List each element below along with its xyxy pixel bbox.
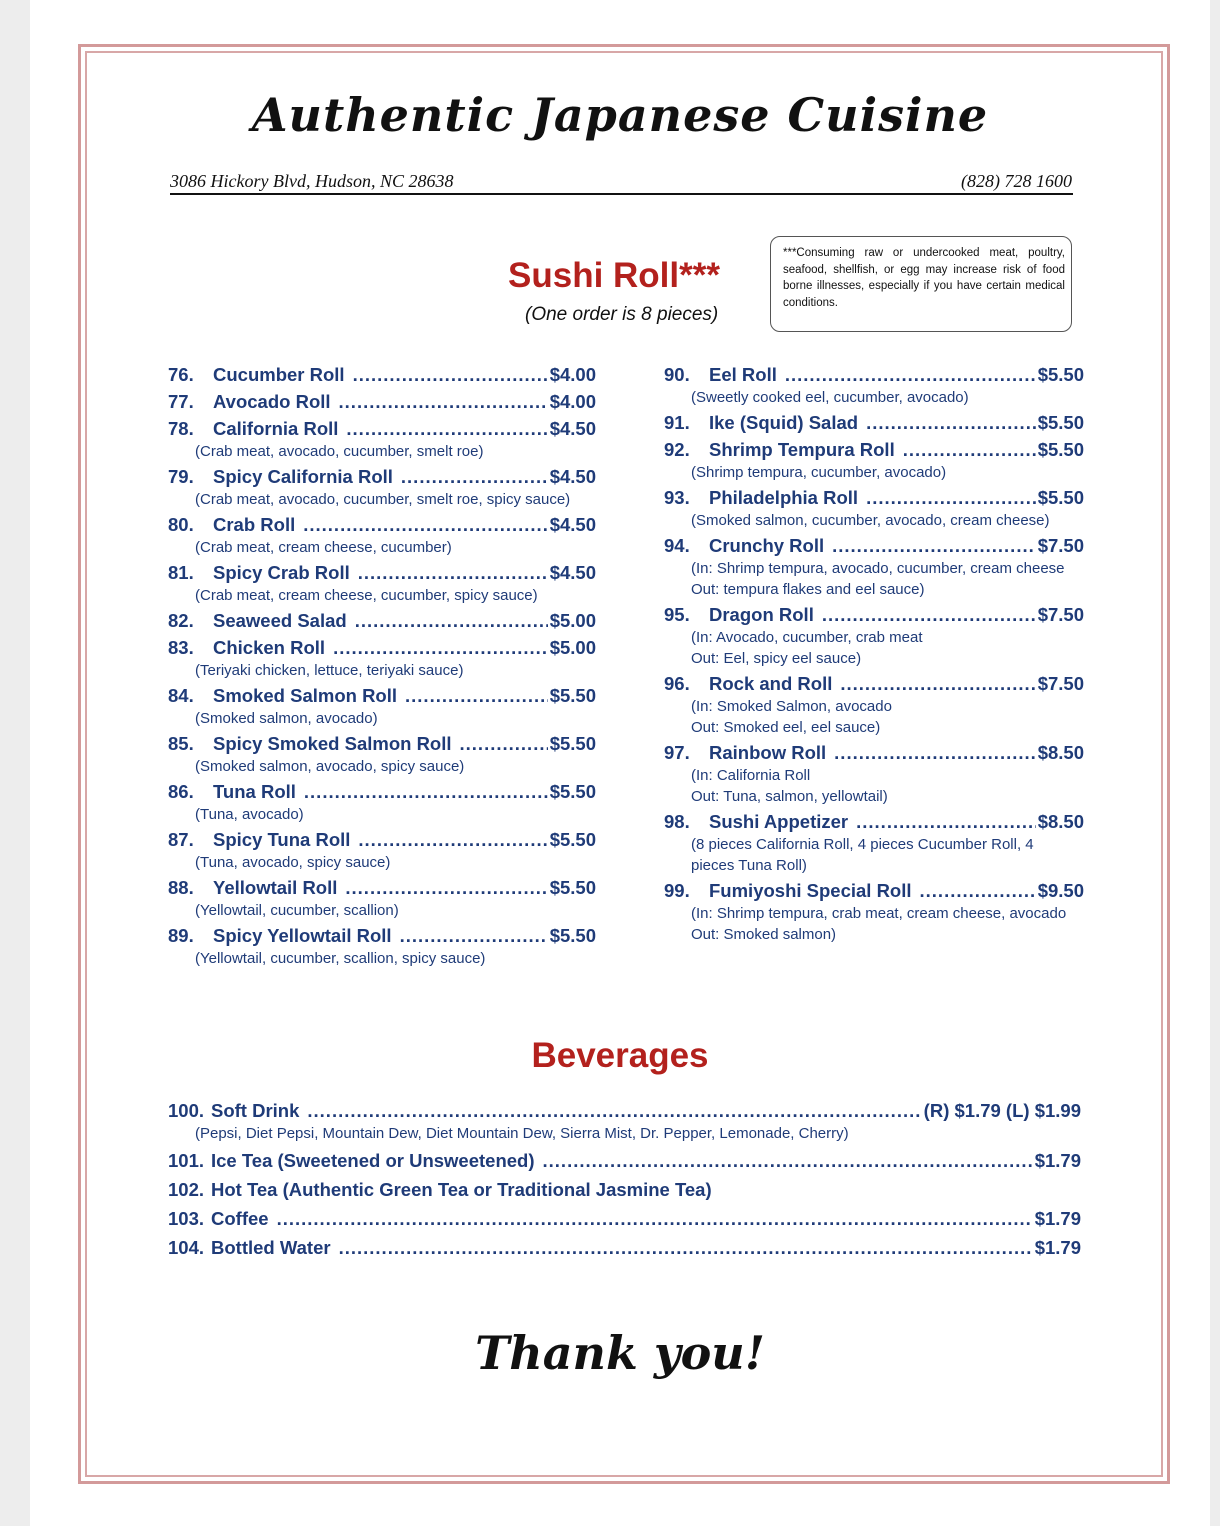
dot-leader bbox=[460, 732, 548, 756]
dot-leader bbox=[307, 1099, 921, 1123]
item-price: $7.50 bbox=[1037, 673, 1084, 694]
thank-you-text: Thank you! bbox=[475, 1326, 765, 1380]
item-price: $4.50 bbox=[549, 466, 596, 487]
item-number: 82. bbox=[168, 610, 194, 631]
menu-item bbox=[664, 879, 1084, 903]
item-number: 84. bbox=[168, 685, 194, 706]
item-description: (Smoked salmon, avocado) bbox=[195, 710, 378, 727]
item-description: (In: Avocado, cucumber, crab meat Out: Eel, spicy eel sauce) bbox=[691, 629, 923, 667]
item-number: 85. bbox=[168, 733, 194, 754]
dot-leader bbox=[346, 417, 547, 441]
item-number: 102. bbox=[168, 1179, 205, 1200]
dot-leader bbox=[358, 828, 547, 852]
item-price: $4.00 bbox=[549, 364, 596, 385]
menu-item bbox=[664, 741, 1084, 765]
item-name: California Roll bbox=[213, 418, 339, 439]
menu-item bbox=[168, 684, 596, 708]
menu-item bbox=[168, 561, 596, 585]
item-name: Tuna Roll bbox=[213, 781, 296, 802]
item-price: $5.50 bbox=[549, 781, 596, 802]
item-name: Spicy Yellowtail Roll bbox=[213, 925, 392, 946]
item-name: Sushi Appetizer bbox=[709, 811, 849, 832]
item-number: 88. bbox=[168, 877, 194, 898]
item-price: $5.50 bbox=[549, 925, 596, 946]
item-description: (Crab meat, cream cheese, cucumber, spicy sauce) bbox=[195, 587, 538, 604]
item-number: 93. bbox=[664, 487, 690, 508]
item-description: (Tuna, avocado) bbox=[195, 806, 304, 823]
dot-leader bbox=[345, 876, 547, 900]
item-description: (Smoked salmon, cucumber, avocado, cream cheese) bbox=[691, 512, 1050, 529]
item-price: $1.79 bbox=[1034, 1237, 1081, 1258]
item-price: $5.50 bbox=[1037, 487, 1084, 508]
item-price: $4.50 bbox=[549, 514, 596, 535]
item-name: Cucumber Roll bbox=[213, 364, 345, 385]
item-number: 103. bbox=[168, 1208, 205, 1229]
item-number: 87. bbox=[168, 829, 194, 850]
food-safety-warning: ***Consuming raw or undercooked meat, poultry, seafood, shellfish, or egg may increase risk of food borne illnesses, especially if you have certain medical conditions. bbox=[770, 236, 1072, 332]
dot-leader bbox=[401, 465, 548, 489]
item-name: Fumiyoshi Special Roll bbox=[709, 880, 912, 901]
dot-leader bbox=[856, 810, 1036, 834]
menu-item bbox=[664, 411, 1084, 435]
menu-item bbox=[168, 924, 596, 948]
item-number: 83. bbox=[168, 637, 194, 658]
item-number: 95. bbox=[664, 604, 690, 625]
item-name: Avocado Roll bbox=[213, 391, 331, 412]
dot-leader bbox=[303, 513, 547, 537]
item-description: (Crab meat, avocado, cucumber, smelt roe) bbox=[195, 443, 484, 460]
item-name: Hot Tea (Authentic Green Tea or Traditional Jasmine Tea) bbox=[211, 1179, 712, 1200]
header-rule bbox=[170, 193, 1073, 195]
item-number: 76. bbox=[168, 364, 194, 385]
item-name: Ike (Squid) Salad bbox=[709, 412, 859, 433]
item-description: (In: Shrimp tempura, crab meat, cream cheese, avocado Out: Smoked salmon) bbox=[691, 905, 1067, 943]
item-name: Spicy Smoked Salmon Roll bbox=[213, 733, 452, 754]
item-number: 79. bbox=[168, 466, 194, 487]
item-name: Spicy California Roll bbox=[213, 466, 393, 487]
menu-item bbox=[168, 1236, 1081, 1260]
dot-leader bbox=[304, 780, 548, 804]
item-price: $8.50 bbox=[1037, 811, 1084, 832]
item-name: Eel Roll bbox=[709, 364, 777, 385]
item-price: $5.50 bbox=[1037, 364, 1084, 385]
item-number: 91. bbox=[664, 412, 690, 433]
menu-item bbox=[664, 486, 1084, 510]
dot-leader bbox=[903, 438, 1036, 462]
restaurant-title: Authentic Japanese Cuisine bbox=[251, 88, 989, 142]
item-name: Smoked Salmon Roll bbox=[213, 685, 398, 706]
item-price: $5.50 bbox=[549, 685, 596, 706]
item-description: (Yellowtail, cucumber, scallion) bbox=[195, 902, 399, 919]
sushi-column-right bbox=[664, 360, 1084, 945]
dot-leader bbox=[866, 486, 1036, 510]
item-description: (In: Shrimp tempura, avocado, cucumber, cream cheese Out: tempura flakes and eel sauce) bbox=[691, 560, 1065, 598]
item-name: Rainbow Roll bbox=[709, 742, 827, 763]
menu-item bbox=[168, 636, 596, 660]
item-price: $4.50 bbox=[549, 562, 596, 583]
item-price: $9.50 bbox=[1037, 880, 1084, 901]
item-name: Spicy Tuna Roll bbox=[213, 829, 351, 850]
dot-leader bbox=[866, 411, 1036, 435]
item-name: Yellowtail Roll bbox=[213, 877, 338, 898]
menu-item bbox=[168, 780, 596, 804]
item-description: (8 pieces California Roll, 4 pieces Cucumber Roll, 4 pieces Tuna Roll) bbox=[691, 836, 1034, 874]
dot-leader bbox=[339, 1236, 1033, 1260]
item-name: Bottled Water bbox=[211, 1237, 331, 1258]
item-number: 100. bbox=[168, 1100, 205, 1121]
item-name: Seaweed Salad bbox=[213, 610, 347, 631]
menu-item bbox=[664, 363, 1084, 387]
item-price: $5.50 bbox=[1037, 412, 1084, 433]
restaurant-address: 3086 Hickory Blvd, Hudson, NC 28638 bbox=[170, 171, 454, 191]
dot-leader bbox=[822, 603, 1036, 627]
item-name: Spicy Crab Roll bbox=[213, 562, 350, 583]
item-name: Dragon Roll bbox=[709, 604, 814, 625]
menu-item bbox=[664, 810, 1084, 834]
dot-leader bbox=[785, 363, 1036, 387]
item-number: 97. bbox=[664, 742, 690, 763]
item-description: (In: California Roll Out: Tuna, salmon, yellowtail) bbox=[691, 767, 888, 805]
item-description: (Pepsi, Diet Pepsi, Mountain Dew, Diet Mountain Dew, Sierra Mist, Dr. Pepper, Lemonade, Cherry) bbox=[195, 1125, 849, 1142]
dot-leader bbox=[920, 879, 1036, 903]
item-number: 99. bbox=[664, 880, 690, 901]
item-number: 98. bbox=[664, 811, 690, 832]
menu-item bbox=[168, 390, 596, 414]
item-description: (Shrimp tempura, cucumber, avocado) bbox=[691, 464, 947, 481]
dot-leader bbox=[333, 636, 548, 660]
dot-leader bbox=[353, 363, 548, 387]
menu-item bbox=[168, 465, 596, 489]
menu-item bbox=[664, 534, 1084, 558]
menu-item bbox=[168, 732, 596, 756]
item-number: 89. bbox=[168, 925, 194, 946]
item-description: (Crab meat, avocado, cucumber, smelt roe, spicy sauce) bbox=[195, 491, 571, 508]
dot-leader bbox=[355, 609, 548, 633]
item-price: $5.50 bbox=[549, 829, 596, 850]
dot-leader bbox=[358, 561, 548, 585]
item-price: $5.00 bbox=[549, 637, 596, 658]
item-price: $7.50 bbox=[1037, 535, 1084, 556]
menu-item bbox=[168, 876, 596, 900]
item-description: (Tuna, avocado, spicy sauce) bbox=[195, 854, 391, 871]
menu-item bbox=[168, 1099, 1081, 1123]
menu-page bbox=[30, 0, 1210, 1526]
item-number: 81. bbox=[168, 562, 194, 583]
dot-leader bbox=[277, 1207, 1033, 1231]
item-name: Crab Roll bbox=[213, 514, 296, 535]
item-price: $5.50 bbox=[549, 877, 596, 898]
item-description: (Yellowtail, cucumber, scallion, spicy sauce) bbox=[195, 950, 486, 967]
dot-leader bbox=[832, 534, 1036, 558]
beverages-list bbox=[168, 1094, 1081, 1260]
item-price: $1.79 bbox=[1034, 1150, 1081, 1171]
item-number: 96. bbox=[664, 673, 690, 694]
menu-item bbox=[664, 438, 1084, 462]
menu-item bbox=[168, 363, 596, 387]
dot-leader bbox=[405, 684, 548, 708]
item-name: Ice Tea (Sweetened or Unsweetened) bbox=[211, 1150, 535, 1171]
menu-item bbox=[664, 672, 1084, 696]
dot-leader bbox=[543, 1149, 1033, 1173]
menu-item bbox=[664, 603, 1084, 627]
dot-leader bbox=[840, 672, 1035, 696]
item-number: 104. bbox=[168, 1237, 205, 1258]
item-price: $1.79 bbox=[1034, 1208, 1081, 1229]
item-name: Soft Drink bbox=[211, 1100, 300, 1121]
item-price: $5.50 bbox=[549, 733, 596, 754]
item-number: 94. bbox=[664, 535, 690, 556]
item-price: $8.50 bbox=[1037, 742, 1084, 763]
sushi-section-title: Sushi Roll*** bbox=[508, 256, 720, 295]
item-name: Shrimp Tempura Roll bbox=[709, 439, 895, 460]
item-number: 92. bbox=[664, 439, 690, 460]
item-number: 77. bbox=[168, 391, 194, 412]
item-price: $7.50 bbox=[1037, 604, 1084, 625]
sushi-column-left bbox=[168, 360, 596, 969]
menu-item bbox=[168, 417, 596, 441]
item-price: $5.50 bbox=[1037, 439, 1084, 460]
item-number: 86. bbox=[168, 781, 194, 802]
item-name: Chicken Roll bbox=[213, 637, 326, 658]
item-price: (R) $1.79 (L) $1.99 bbox=[923, 1100, 1081, 1121]
dot-leader bbox=[834, 741, 1036, 765]
item-number: 101. bbox=[168, 1150, 205, 1171]
item-name: Coffee bbox=[211, 1208, 269, 1229]
item-description: (Smoked salmon, avocado, spicy sauce) bbox=[195, 758, 465, 775]
dot-leader bbox=[400, 924, 548, 948]
menu-item bbox=[168, 828, 596, 852]
item-number: 80. bbox=[168, 514, 194, 535]
item-price: $4.00 bbox=[549, 391, 596, 412]
menu-item bbox=[168, 1207, 1081, 1231]
menu-item bbox=[168, 513, 596, 537]
restaurant-phone: (828) 728 1600 bbox=[961, 171, 1072, 191]
sushi-section-subtitle: (One order is 8 pieces) bbox=[525, 304, 719, 325]
item-name: Philadelphia Roll bbox=[709, 487, 859, 508]
menu-item bbox=[168, 609, 596, 633]
item-price: $4.50 bbox=[549, 418, 596, 439]
dot-leader bbox=[339, 390, 548, 414]
menu-item bbox=[168, 1178, 1081, 1202]
item-number: 78. bbox=[168, 418, 194, 439]
item-name: Crunchy Roll bbox=[709, 535, 825, 556]
beverages-section-title: Beverages bbox=[531, 1036, 709, 1075]
item-description: (Crab meat, cream cheese, cucumber) bbox=[195, 539, 452, 556]
item-description: (Sweetly cooked eel, cucumber, avocado) bbox=[691, 389, 969, 406]
item-number: 90. bbox=[664, 364, 690, 385]
item-price: $5.00 bbox=[549, 610, 596, 631]
item-description: (In: Smoked Salmon, avocado Out: Smoked eel, eel sauce) bbox=[691, 698, 892, 736]
menu-item bbox=[168, 1149, 1081, 1173]
item-description: (Teriyaki chicken, lettuce, teriyaki sauce) bbox=[195, 662, 464, 679]
item-name: Rock and Roll bbox=[709, 673, 833, 694]
